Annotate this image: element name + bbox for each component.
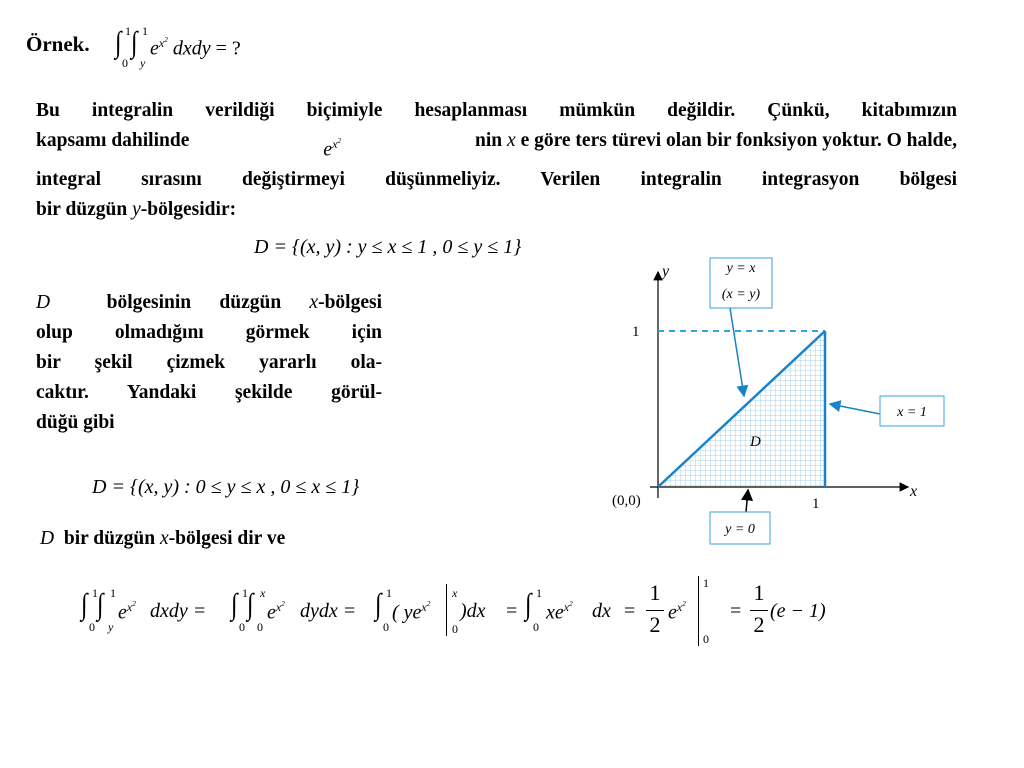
tick-x-1: 1 bbox=[812, 496, 820, 512]
tick-y-1: 1 bbox=[632, 324, 640, 340]
callout-arrow-diagonal bbox=[730, 308, 744, 396]
intro-paragraph bbox=[36, 96, 957, 225]
side-explanation: D bölgesinin düzgün x-bölgesi olup olmadığını görmek için bir şekil çizmek yararlı ola- caktır. Yandaki şekilde görül- düğü gibi bbox=[36, 292, 382, 433]
callout-y-equals-x: y = x bbox=[726, 261, 756, 276]
intro-line-2: kapsamı dahilinde $e^{x^2}$ nin x e göre ters türevi olan bir fonksiyon yoktur. O halde, bbox=[36, 130, 957, 161]
callout-x-equals-1: x = 1 bbox=[897, 405, 927, 420]
final-equation: ∫ 1 0 ∫ 1 y $e^{x^2}$ dxdy = ∫ 1 0 ∫ x 0 $e^{x^2}$ dydx = ∫ 1 0 ( $ye^{x^2}$ x 0 )dx = ∫ 1 0 $xe^{x^2}$ dx = 1 2 $e^{x^2}$ 1 0 = 1 2 (e − 1) bbox=[80, 576, 826, 646]
region-d-label: D bbox=[750, 434, 761, 450]
example-heading bbox=[26, 26, 286, 70]
region-diagram bbox=[590, 250, 950, 550]
conclusion-line: D bir düzgün x-bölgesi dir ve bbox=[40, 528, 286, 549]
origin-label: (0,0) bbox=[612, 493, 641, 509]
callout-arrow-vertical bbox=[830, 404, 880, 414]
callout-y-equals-0: y = 0 bbox=[725, 522, 755, 537]
region-x-definition: D = {(x, y) : 0 ≤ y ≤ x , 0 ≤ x ≤ 1} bbox=[92, 476, 360, 498]
x-axis-label: x bbox=[910, 483, 918, 500]
example-label: Örnek. bbox=[26, 32, 90, 56]
y-axis-label: y bbox=[662, 263, 670, 280]
region-y-definition: D = {(x, y) : y ≤ x ≤ 1 , 0 ≤ y ≤ 1} bbox=[254, 236, 522, 258]
intro-line-4: bir düzgün y-bölgesidir: bbox=[36, 198, 237, 220]
callout-x-equals-y: (x = y) bbox=[721, 287, 761, 302]
intro-line-3: integral sırasını değiştirmeyi düşünmeliyiz. Verilen integralin integrasyon bölgesi bbox=[36, 168, 957, 190]
title-integral: ∫ 1 0 ∫ 1 y $e^{x^2}$ dxdy = ? bbox=[114, 24, 241, 70]
intro-line-1: Bu integralin verildiği biçimiyle hesaplanması mümkün değildir. Çünkü, kitabımızın bbox=[36, 100, 957, 121]
callout-arrow-bottom bbox=[746, 490, 748, 512]
